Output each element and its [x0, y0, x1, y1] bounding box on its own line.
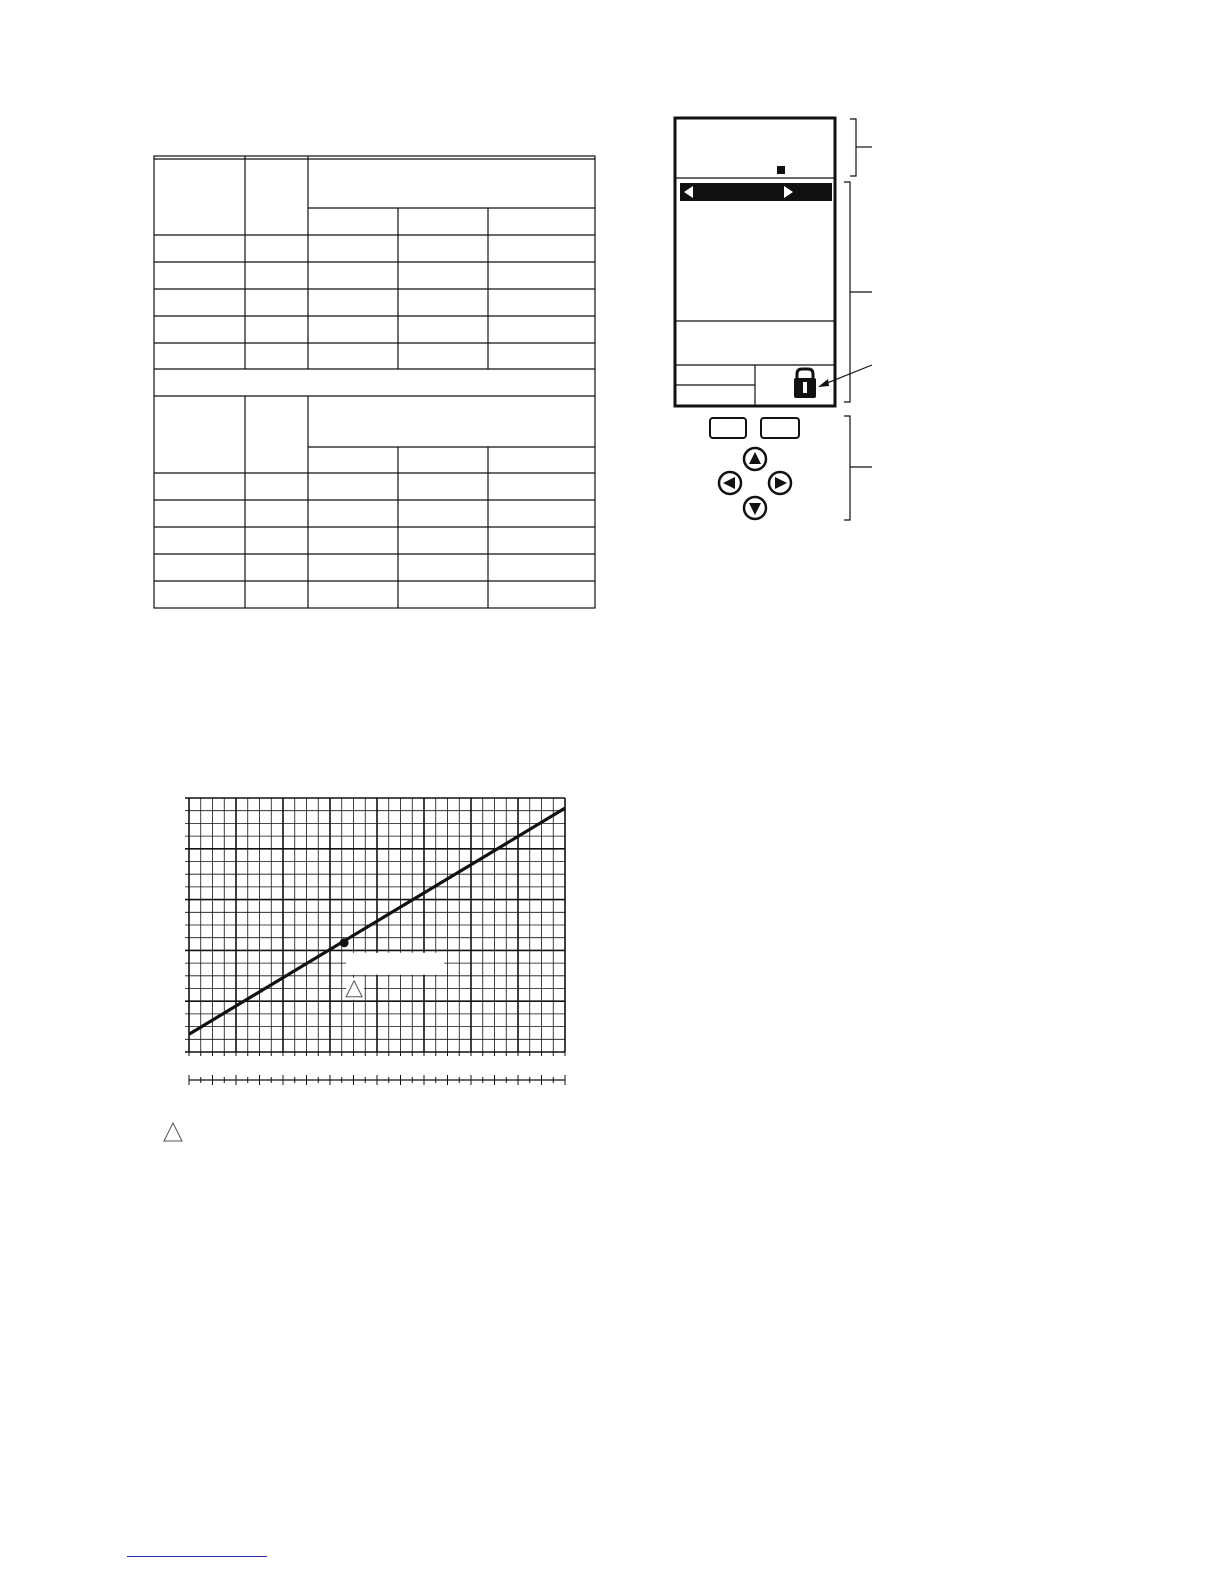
soft-key-left[interactable] — [710, 418, 746, 438]
controller-device-diagram — [672, 115, 880, 525]
device-drawing — [672, 115, 880, 525]
soft-key-right[interactable] — [761, 418, 799, 438]
selector-bar[interactable] — [680, 183, 832, 201]
bracket-display-body — [844, 182, 872, 402]
annotation-box — [346, 953, 444, 975]
data-point-marker — [340, 938, 349, 947]
footnote-rule — [127, 1556, 267, 1557]
bracket-display-top — [850, 119, 872, 176]
note-triangle-icon — [162, 1121, 184, 1143]
bracket-keypad — [844, 416, 872, 520]
chart-plot — [165, 790, 575, 1140]
nav-down-button[interactable] — [744, 497, 766, 519]
callout-line — [822, 365, 872, 385]
data-table — [153, 155, 596, 609]
nav-right-button[interactable] — [769, 472, 791, 494]
display-frame — [675, 118, 835, 406]
table-grid — [153, 155, 596, 609]
nav-left-button[interactable] — [719, 472, 741, 494]
lock-icon — [794, 369, 816, 398]
indicator-square — [777, 166, 785, 174]
line-chart — [165, 790, 575, 1140]
nav-up-button[interactable] — [744, 448, 766, 470]
